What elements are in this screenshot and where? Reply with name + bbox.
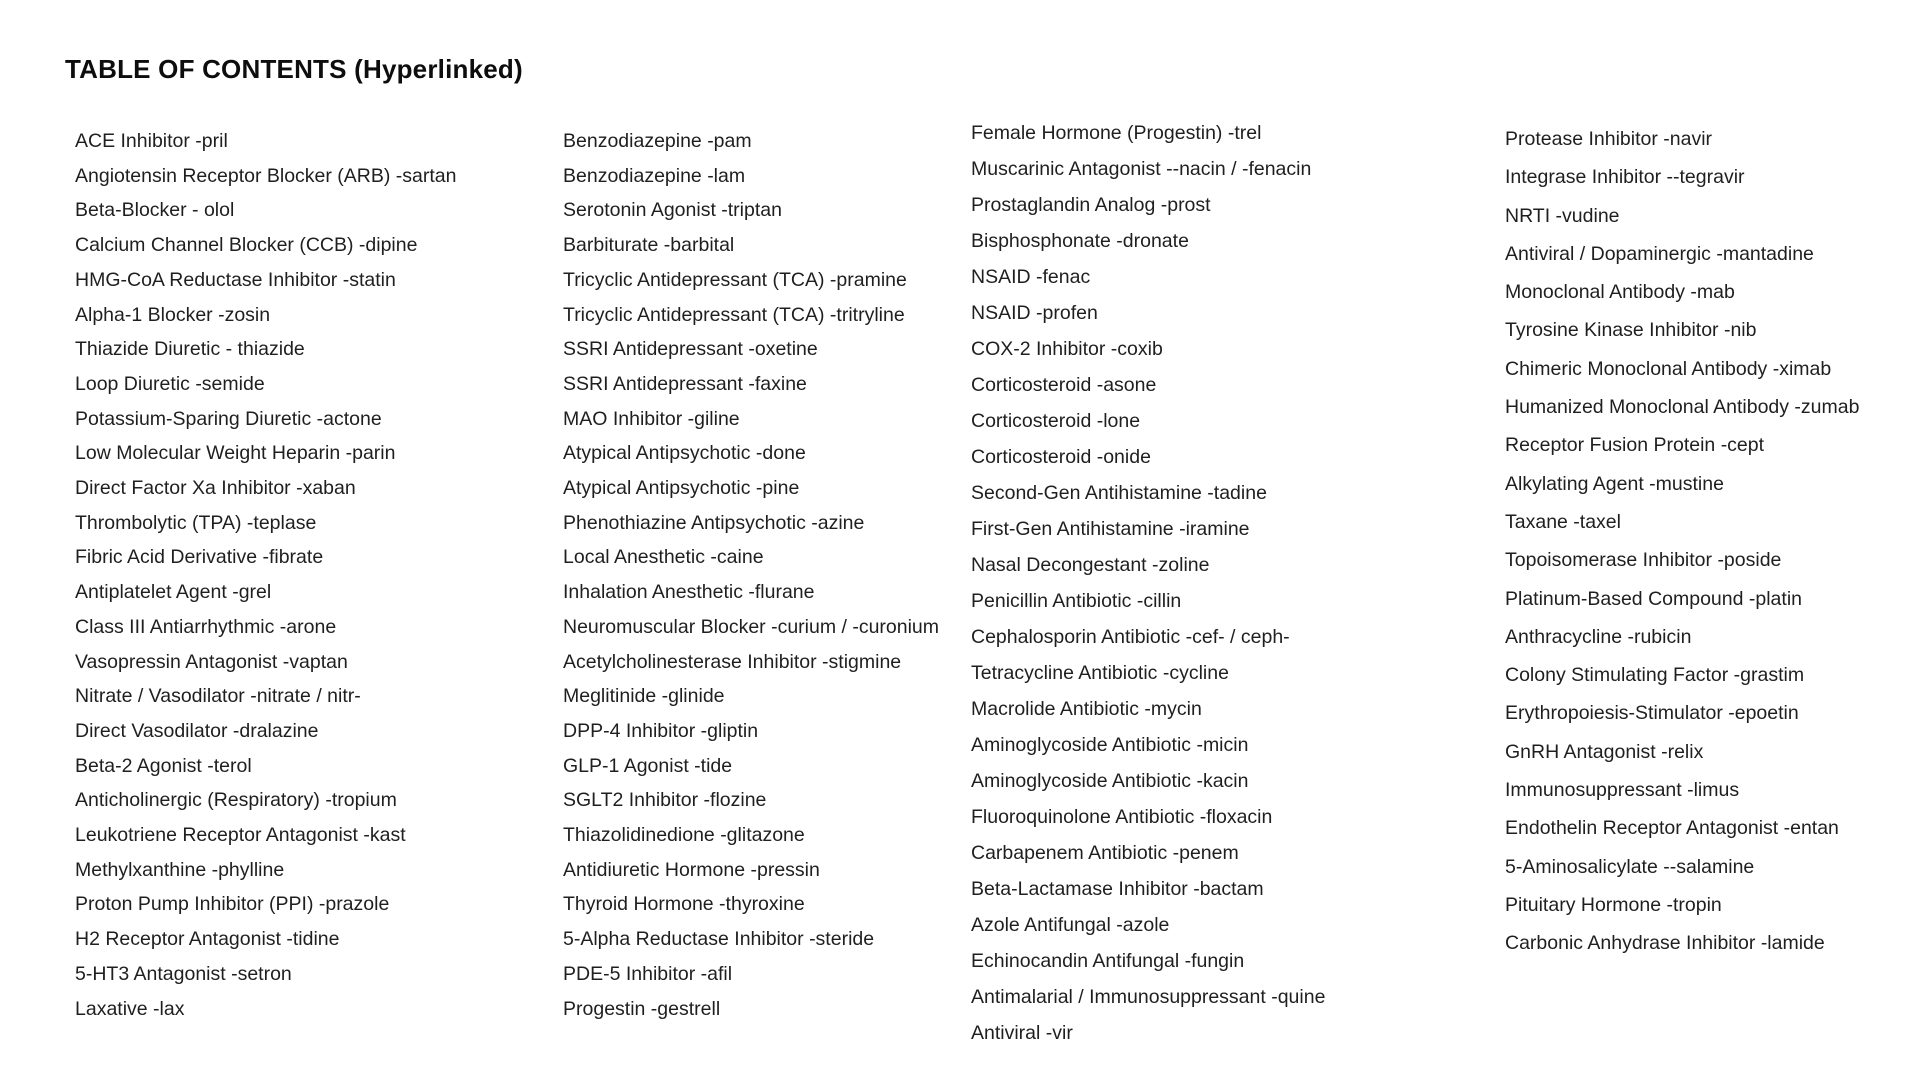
toc-link[interactable]: Inhalation Anesthetic -flurane — [563, 581, 815, 604]
toc-link[interactable]: Macrolide Antibiotic -mycin — [971, 698, 1202, 720]
toc-column-4 — [1505, 120, 1859, 963]
toc-link[interactable]: Antidiuretic Hormone -pressin — [563, 858, 820, 881]
toc-link[interactable]: Monoclonal Antibody -mab — [1505, 281, 1735, 304]
toc-link[interactable]: SGLT2 Inhibitor -flozine — [563, 789, 767, 812]
toc-link[interactable]: Benzodiazepine -lam — [563, 164, 746, 187]
toc-link[interactable]: NRTI -vudine — [1505, 204, 1620, 227]
toc-link[interactable]: Alkylating Agent -mustine — [1505, 472, 1724, 495]
toc-link[interactable]: Receptor Fusion Protein -cept — [1505, 434, 1765, 457]
toc-link[interactable]: Echinocandin Antifungal -fungin — [971, 950, 1245, 972]
toc-link[interactable]: Taxane -taxel — [1505, 510, 1621, 533]
toc-link[interactable]: SSRI Antidepressant -faxine — [563, 372, 807, 395]
toc-link[interactable]: Local Anesthetic -caine — [563, 546, 764, 569]
toc-link[interactable]: Corticosteroid -onide — [971, 446, 1151, 468]
toc-link[interactable]: Fluoroquinolone Antibiotic -floxacin — [971, 806, 1273, 828]
toc-link[interactable]: Atypical Antipsychotic -pine — [563, 477, 800, 500]
toc-link[interactable]: Progestin -gestrell — [563, 997, 721, 1020]
toc-link[interactable]: Antiviral -vir — [971, 1022, 1073, 1044]
toc-link[interactable]: Benzodiazepine -pam — [563, 130, 752, 152]
toc-link[interactable]: Prostaglandin Analog -prost — [971, 194, 1211, 216]
toc-link[interactable]: Protease Inhibitor -navir — [1505, 128, 1713, 150]
toc-link[interactable]: Barbiturate -barbital — [563, 234, 735, 257]
toc-link[interactable]: Beta-2 Agonist -terol — [75, 754, 252, 777]
toc-link[interactable]: Beta-Lactamase Inhibitor -bactam — [971, 878, 1264, 900]
toc-link[interactable]: Corticosteroid -lone — [971, 410, 1141, 432]
page-title: TABLE OF CONTENTS (Hyperlinked) — [65, 54, 523, 84]
toc-link[interactable]: Serotonin Agonist -triptan — [563, 199, 782, 222]
toc-link[interactable]: Vasopressin Antagonist -vaptan — [75, 650, 348, 673]
toc-link[interactable]: Immunosuppressant -limus — [1505, 779, 1740, 802]
toc-link[interactable]: Second-Gen Antihistamine -tadine — [971, 482, 1267, 504]
toc-link[interactable]: Endothelin Receptor Antagonist -entan — [1505, 817, 1839, 840]
toc-link[interactable]: Penicillin Antibiotic -cillin — [971, 590, 1182, 612]
toc-link[interactable]: Fibric Acid Derivative -fibrate — [75, 546, 324, 569]
toc-link[interactable]: Angiotensin Receptor Blocker (ARB) -sartan — [75, 164, 457, 187]
toc-link[interactable]: Female Hormone (Progestin) -trel — [971, 122, 1262, 144]
toc-link[interactable]: Proton Pump Inhibitor (PPI) -prazole — [75, 893, 390, 916]
toc-link[interactable]: Laxative -lax — [75, 997, 185, 1020]
toc-link[interactable]: Muscarinic Antagonist --nacin / -fenacin — [971, 158, 1312, 180]
toc-link[interactable]: Meglitinide -glinide — [563, 685, 725, 708]
toc-link[interactable]: Direct Vasodilator -dralazine — [75, 719, 319, 742]
toc-link[interactable]: Carbapenem Antibiotic -penem — [971, 842, 1239, 864]
toc-link[interactable]: Thiazolidinedione -glitazone — [563, 824, 805, 847]
toc-link[interactable]: PDE-5 Inhibitor -afil — [563, 962, 733, 985]
toc-link[interactable]: Anticholinergic (Respiratory) -tropium — [75, 789, 397, 812]
toc-link[interactable]: Potassium-Sparing Diuretic -actone — [75, 407, 382, 430]
toc-link[interactable]: Topoisomerase Inhibitor -poside — [1505, 549, 1782, 572]
toc-link[interactable]: ACE Inhibitor -pril — [75, 130, 228, 152]
toc-link[interactable]: Leukotriene Receptor Antagonist -kast — [75, 824, 406, 847]
toc-link[interactable]: 5-Aminosalicylate --salamine — [1505, 855, 1755, 878]
toc-link[interactable]: COX-2 Inhibitor -coxib — [971, 338, 1163, 360]
toc-link[interactable]: Tricyclic Antidepressant (TCA) -tritryline — [563, 303, 905, 326]
toc-link[interactable]: Acetylcholinesterase Inhibitor -stigmine — [563, 650, 902, 673]
toc-link[interactable]: Direct Factor Xa Inhibitor -xaban — [75, 477, 356, 500]
toc-link[interactable]: Class III Antiarrhythmic -arone — [75, 615, 337, 638]
toc-link[interactable]: Bisphosphonate -dronate — [971, 230, 1189, 252]
toc-link[interactable]: SSRI Antidepressant -oxetine — [563, 338, 818, 361]
toc-link[interactable]: GnRH Antagonist -relix — [1505, 740, 1704, 763]
toc-link[interactable]: H2 Receptor Antagonist -tidine — [75, 928, 340, 951]
toc-link[interactable]: Tyrosine Kinase Inhibitor -nib — [1505, 319, 1757, 342]
toc-link[interactable]: Colony Stimulating Factor -grastim — [1505, 664, 1805, 687]
toc-link[interactable]: Calcium Channel Blocker (CCB) -dipine — [75, 234, 418, 257]
toc-link[interactable]: Anthracycline -rubicin — [1505, 625, 1692, 648]
toc-link[interactable]: DPP-4 Inhibitor -gliptin — [563, 719, 759, 742]
toc-link[interactable]: Cephalosporin Antibiotic -cef- / ceph- — [971, 626, 1290, 648]
toc-link[interactable]: Thrombolytic (TPA) -teplase — [75, 511, 317, 534]
toc-link[interactable]: Antiviral / Dopaminergic -mantadine — [1505, 242, 1814, 265]
toc-link[interactable]: Phenothiazine Antipsychotic -azine — [563, 511, 865, 534]
toc-link[interactable]: Aminoglycoside Antibiotic -micin — [971, 734, 1249, 756]
toc-link[interactable]: HMG-CoA Reductase Inhibitor -statin — [75, 268, 396, 291]
toc-link[interactable]: Tetracycline Antibiotic -cycline — [971, 662, 1229, 684]
toc-link[interactable]: Beta-Blocker - olol — [75, 199, 235, 222]
toc-link[interactable]: GLP-1 Agonist -tide — [563, 754, 733, 777]
toc-column-2 — [563, 124, 939, 1026]
toc-link[interactable]: Loop Diuretic -semide — [75, 372, 265, 395]
toc-link[interactable]: NSAID -profen — [971, 302, 1098, 324]
toc-link[interactable]: NSAID -fenac — [971, 266, 1091, 288]
toc-link[interactable]: 5-Alpha Reductase Inhibitor -steride — [563, 928, 875, 951]
toc-link[interactable]: Azole Antifungal -azole — [971, 914, 1170, 936]
toc-link[interactable]: Carbonic Anhydrase Inhibitor -lamide — [1505, 932, 1825, 955]
toc-column-1 — [75, 124, 457, 1026]
toc-link[interactable]: Pituitary Hormone -tropin — [1505, 893, 1722, 916]
toc-link[interactable]: Alpha-1 Blocker -zosin — [75, 303, 271, 326]
toc-link[interactable]: Methylxanthine -phylline — [75, 858, 285, 881]
toc-link[interactable]: Thiazide Diuretic - thiazide — [75, 338, 305, 361]
toc-link[interactable]: Nitrate / Vasodilator -nitrate / nitr- — [75, 685, 361, 708]
toc-link[interactable]: Aminoglycoside Antibiotic -kacin — [971, 770, 1249, 792]
toc-link[interactable]: Chimeric Monoclonal Antibody -ximab — [1505, 357, 1832, 380]
toc-link[interactable]: 5-HT3 Antagonist -setron — [75, 962, 292, 985]
toc-link[interactable]: Neuromuscular Blocker -curium / -curonium — [563, 615, 940, 638]
toc-column-3 — [971, 115, 1325, 1051]
toc-link[interactable]: Corticosteroid -asone — [971, 374, 1157, 396]
toc-link[interactable]: Integrase Inhibitor --tegravir — [1505, 166, 1745, 189]
toc-link[interactable]: Humanized Monoclonal Antibody -zumab — [1505, 396, 1860, 419]
toc-link[interactable]: Thyroid Hormone -thyroxine — [563, 893, 805, 916]
toc-link[interactable]: Platinum-Based Compound -platin — [1505, 587, 1802, 610]
toc-link[interactable]: Antiplatelet Agent -grel — [75, 581, 272, 604]
toc-link[interactable]: Erythropoiesis-Stimulator -epoetin — [1505, 702, 1799, 725]
toc-link[interactable]: Nasal Decongestant -zoline — [971, 554, 1210, 576]
toc-link[interactable]: Antimalarial / Immunosuppressant -quine — [971, 986, 1326, 1008]
toc-link[interactable]: First-Gen Antihistamine -iramine — [971, 518, 1250, 540]
toc-link[interactable]: Tricyclic Antidepressant (TCA) -pramine — [563, 268, 907, 291]
toc-link[interactable]: MAO Inhibitor -giline — [563, 407, 740, 430]
toc-link[interactable]: Atypical Antipsychotic -done — [563, 442, 806, 465]
toc-link[interactable]: Low Molecular Weight Heparin -parin — [75, 442, 396, 465]
